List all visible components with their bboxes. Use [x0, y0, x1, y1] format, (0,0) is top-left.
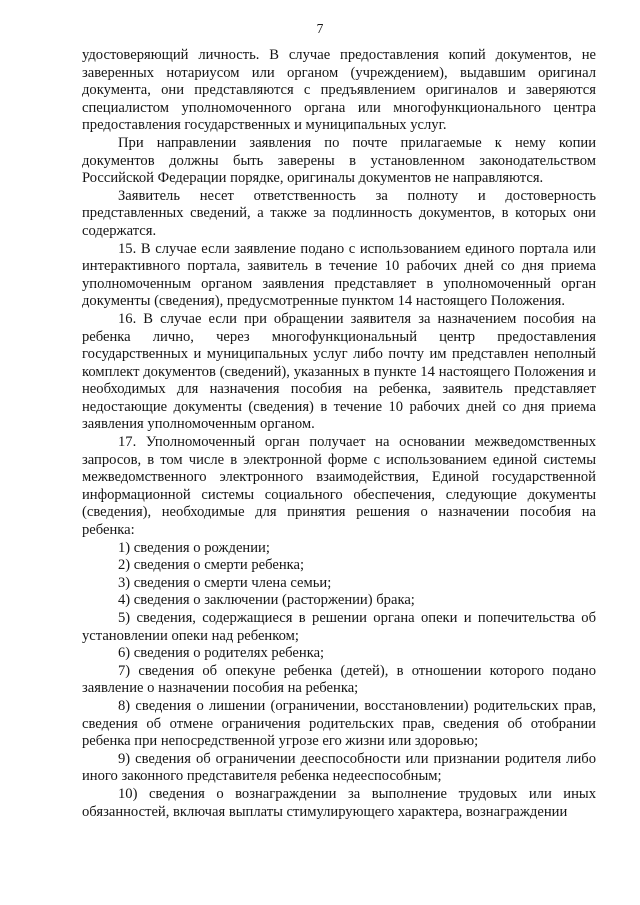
list-item-7: 7) сведения об опекуне ребенка (детей), в отношении которого подано заявление о назначении пособия на ребенка;: [82, 662, 596, 697]
list-item-2: 2) сведения о смерти ребенка;: [118, 557, 305, 574]
paragraph-item-15: 15. В случае если заявление подано с использованием единого портала или интерактивного портала, заявитель в течение 10 рабочих дней со дня приема уполномоченным органом заявления представляет в уполномоченный орган документы (сведения), предусмотренные пунктом 14 настоящего Положения.: [82, 240, 596, 310]
list-item-3: 3) сведения о смерти члена семьи;: [118, 574, 332, 591]
paragraph-item-17: 17. Уполномоченный орган получает на основании межведомственных запросов, в том числе в электронной форме с использованием единой системы межведомственного электронного взаимодействия, Единой государственной информационной системы социального обеспечения, следующие документы (сведения), необходимые для принятия решения о назначении пособия на ребенка:: [82, 434, 596, 539]
paragraph-mail-copies: При направлении заявления по почте прилагаемые к нему копии документов должны быть заверены в установленном законодательством Российской Федерации порядке, оригиналы документов не направляются.: [82, 134, 596, 187]
paragraph-applicant-responsibility: Заявитель несет ответственность за полноту и достоверность представленных сведений, а также за подлинность документов, в которых они содержатся.: [82, 187, 596, 239]
list-item-8: 8) сведения о лишении (ограничении, восстановлении) родительских прав, сведения об отмене ограничения родительских прав, сведения об отобрании ребенка при непосредственной угрозе его жизни или здоровью;: [82, 697, 596, 750]
list-item-5: 5) сведения, содержащиеся в решении органа опеки и попечительства об установлении опеки над ребенком;: [82, 610, 596, 644]
list-item-6: 6) сведения о родителях ребенка;: [118, 645, 325, 662]
document-body: [82, 47, 596, 821]
list-item-4: 4) сведения о заключении (расторжении) брака;: [118, 592, 415, 609]
list-item-10: 10) сведения о вознаграждении за выполнение трудовых или иных обязанностей, включая выплаты стимулирующего характера, вознаграждении: [82, 785, 596, 820]
list-item-1: 1) сведения о рождении;: [118, 539, 270, 556]
page-number: 7: [316, 21, 324, 36]
paragraph-item-16: 16. В случае если при обращении заявителя за назначением пособия на ребенка лично, через многофункциональный центр предоставления государственных и муниципальных услуг либо почту им представлен неполный комплект документов (сведений), указанных в пункте 14 настоящего Положения и необходимых для назначения пособия на ребенка, заявитель представляет недостающие документы (сведения) в течение 10 рабочих дней со дня приема заявления уполномоченным органом.: [82, 310, 596, 433]
paragraph-continuation: удостоверяющий личность. В случае предоставления копий документов, не заверенных нотариусом или органом (учреждением), выдавшим оригинал документа, они представляются с предъявлением оригиналов и заверяются специалистом уполномоченного органа или многофункционального центра предоставления государственных и муниципальных услуг.: [82, 47, 596, 134]
list-item-9: 9) сведения об ограничении дееспособности или признании родителя либо иного законного представителя ребенка недееспособным;: [82, 750, 596, 785]
